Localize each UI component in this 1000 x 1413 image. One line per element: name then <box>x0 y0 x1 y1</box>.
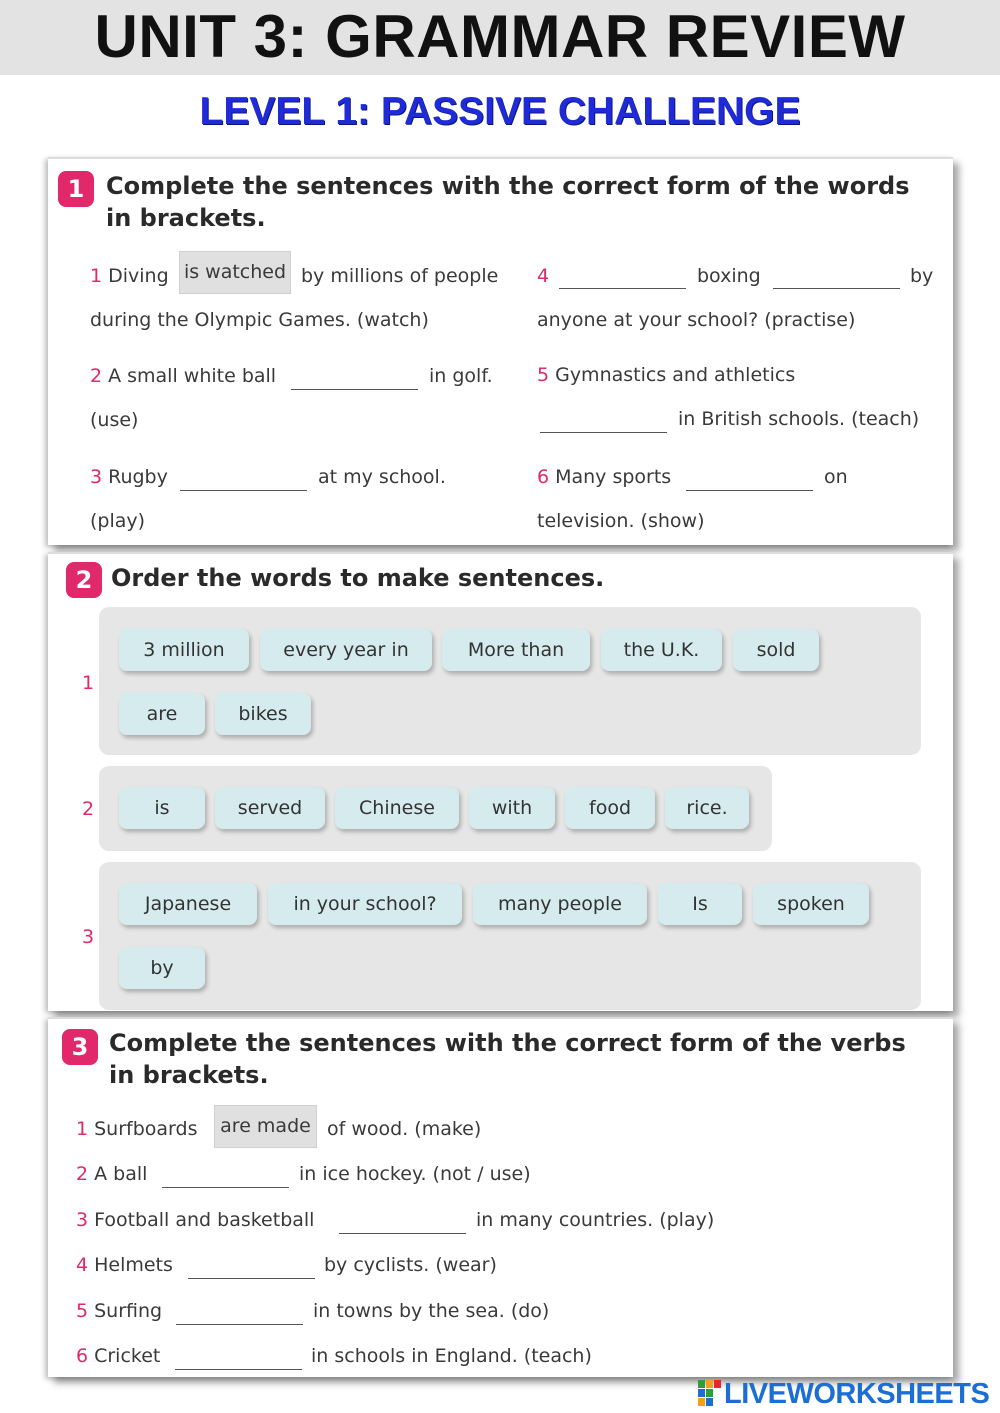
ex1-item-1-line1 <box>90 263 169 289</box>
ex3-item-1-after: of wood. (make) <box>327 1118 482 1140</box>
word-chip[interactable]: are <box>119 693 205 735</box>
ex3-item-5-number: 5 <box>76 1300 89 1322</box>
exercise-2-instruction: Order the words to make sentences. <box>111 564 605 592</box>
ex2-row-1-number: 1 <box>82 672 95 694</box>
ex1-item-1-answer[interactable]: is watched <box>179 251 291 294</box>
word-chip[interactable]: sold <box>733 629 819 671</box>
ex3-item-2-blank[interactable] <box>162 1187 289 1189</box>
exercise-3-instruction: Complete the sentences with the correct form of the verbs in brackets. <box>109 1029 906 1089</box>
ex1-item-5-line1 <box>537 362 795 388</box>
ex3-item-5-line <box>76 1298 162 1324</box>
ex3-item-1-before: Surfboards <box>94 1118 198 1140</box>
word-chip[interactable]: many people <box>473 883 647 925</box>
ex3-item-2-after: in ice hockey. (not / use) <box>299 1163 531 1185</box>
ex3-item-4-line <box>76 1252 173 1278</box>
ex2-row-1-panel <box>99 607 921 755</box>
ex1-item-6-after: on <box>824 466 848 488</box>
ex1-item-4-line2: anyone at your school? (practise) <box>537 309 856 331</box>
exercise-1-card <box>48 157 953 545</box>
exercise-1-instruction: Complete the sentences with the correct form of the words in brackets. <box>106 172 910 232</box>
ex1-item-6-number: 6 <box>537 466 550 488</box>
ex1-item-1-before: Diving <box>108 265 169 287</box>
ex1-item-2-line1 <box>90 363 276 389</box>
ex3-item-2-before: A ball <box>94 1163 148 1185</box>
ex1-item-6-line1 <box>537 464 671 490</box>
word-chip[interactable]: Is <box>658 883 742 925</box>
ex1-item-3-number: 3 <box>90 466 103 488</box>
ex3-item-6-line <box>76 1343 160 1369</box>
ex3-item-2-number: 2 <box>76 1163 89 1185</box>
ex3-item-3-before: Football and basketball <box>94 1209 315 1231</box>
ex1-item-5-blank[interactable] <box>540 432 667 434</box>
ex3-item-5-before: Surfing <box>94 1300 163 1322</box>
ex1-item-2-blank[interactable] <box>291 389 418 391</box>
exercise-2-card <box>48 552 953 1011</box>
ex1-item-3-blank[interactable] <box>180 490 307 492</box>
exercise-2-badge: 2 <box>66 562 102 598</box>
ex1-item-3-after: at my school. <box>318 466 446 488</box>
ex1-item-4-blank-b[interactable] <box>773 288 900 290</box>
exercise-1-badge: 1 <box>58 171 94 207</box>
ex3-item-3-line <box>76 1207 314 1233</box>
ex1-item-4-after: by <box>910 265 934 287</box>
ex3-item-4-before: Helmets <box>94 1254 173 1276</box>
ex1-item-2-line2: (use) <box>90 409 139 431</box>
exercise-3-card <box>48 1017 953 1377</box>
ex2-row-3-number: 3 <box>82 926 95 948</box>
ex3-item-6-blank[interactable] <box>175 1369 302 1371</box>
ex1-item-1-after: by millions of people <box>301 265 499 287</box>
word-chip[interactable]: the U.K. <box>601 629 722 671</box>
ex1-item-6-before: Many sports <box>555 466 672 488</box>
ex1-item-4-number: 4 <box>537 265 550 287</box>
ex3-item-3-after: in many countries. (play) <box>476 1209 715 1231</box>
word-chip[interactable]: in your school? <box>268 883 462 925</box>
word-chip[interactable]: spoken <box>753 883 869 925</box>
ex3-item-3-blank[interactable] <box>339 1233 466 1235</box>
ex1-item-2-number: 2 <box>90 365 103 387</box>
ex1-item-4-blank-a[interactable] <box>559 288 686 290</box>
ex1-item-3-before: Rugby <box>108 466 168 488</box>
page-title: UNIT 3: GRAMMAR REVIEW <box>94 3 906 70</box>
word-chip[interactable]: served <box>215 787 325 829</box>
ex3-item-1-line <box>76 1116 197 1142</box>
word-chip[interactable]: every year in <box>260 629 432 671</box>
ex1-item-6-line2: television. (show) <box>537 510 705 532</box>
ex2-row-2-panel <box>99 766 772 851</box>
ex1-item-3-line1 <box>90 464 168 490</box>
ex3-item-4-number: 4 <box>76 1254 89 1276</box>
ex3-item-6-before: Cricket <box>94 1345 161 1367</box>
ex2-row-2-number: 2 <box>82 798 95 820</box>
word-chip[interactable]: 3 million <box>119 629 249 671</box>
ex1-item-1-line2: during the Olympic Games. (watch) <box>90 309 429 331</box>
word-chip[interactable]: More than <box>442 629 590 671</box>
ex3-item-4-blank[interactable] <box>188 1278 315 1280</box>
ex3-item-3-number: 3 <box>76 1209 89 1231</box>
word-chip[interactable]: with <box>469 787 555 829</box>
ex3-item-6-after: in schools in England. (teach) <box>311 1345 592 1367</box>
ex3-item-5-blank[interactable] <box>176 1324 303 1326</box>
word-chip[interactable]: by <box>119 947 205 989</box>
ex3-item-2-line <box>76 1161 147 1187</box>
word-chip[interactable]: rice. <box>665 787 749 829</box>
ex1-item-1-number: 1 <box>90 265 103 287</box>
ex3-item-6-number: 6 <box>76 1345 89 1367</box>
ex1-item-2-after: in golf. <box>429 365 493 387</box>
ex3-item-4-after: by cyclists. (wear) <box>324 1254 497 1276</box>
ex3-item-1-number: 1 <box>76 1118 89 1140</box>
page-subtitle: LEVEL 1: PASSIVE CHALLENGE <box>199 90 801 133</box>
word-chip[interactable]: bikes <box>215 693 311 735</box>
ex1-item-5-before: Gymnastics and athletics <box>555 364 796 386</box>
word-chip[interactable]: Japanese <box>119 883 257 925</box>
exercise-3-badge: 3 <box>62 1029 98 1065</box>
ex1-item-4-middle: boxing <box>697 265 761 287</box>
ex1-item-5-line2: in British schools. (teach) <box>678 408 920 430</box>
word-chip[interactable]: is <box>119 787 205 829</box>
ex3-item-1-answer[interactable]: are made <box>214 1105 317 1148</box>
word-chip[interactable]: Chinese <box>335 787 459 829</box>
ex1-item-6-blank[interactable] <box>686 490 813 492</box>
liveworksheets-logo[interactable] <box>698 1378 994 1410</box>
ex1-item-3-line2: (play) <box>90 510 146 532</box>
ex2-row-3-panel <box>99 862 921 1010</box>
ex3-item-5-after: in towns by the sea. (do) <box>313 1300 550 1322</box>
ex1-item-5-number: 5 <box>537 364 550 386</box>
logo-text: LIVEWORKSHEETS <box>724 1378 990 1410</box>
word-chip[interactable]: food <box>565 787 655 829</box>
logo-mark-icon <box>698 1380 722 1406</box>
ex1-item-2-before: A small white ball <box>108 365 277 387</box>
